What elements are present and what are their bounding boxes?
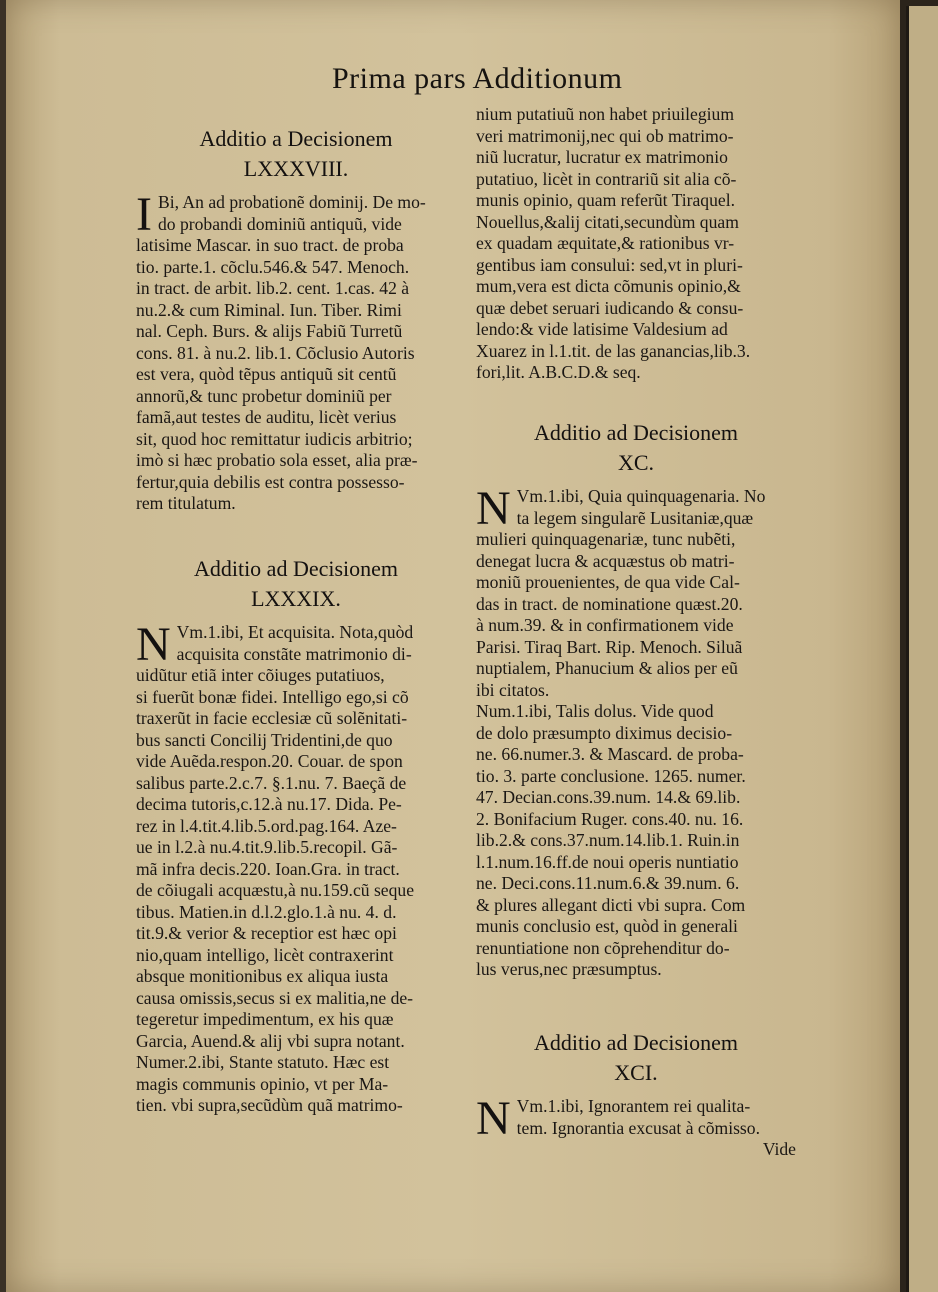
text-line: decima tutoris,c.12.à nu.17. Dida. Pe- bbox=[136, 794, 402, 814]
text-line: moniũ prouenientes, de qua vide Cal- bbox=[476, 572, 740, 592]
text-line: 2. Bonifacium Ruger. cons.40. nu. 16. bbox=[476, 808, 744, 829]
text-line: ex quadam æquitate,& rationibus vr- bbox=[476, 233, 735, 253]
text-line: ue in l.2.à nu.4.tit.9.lib.5.recopil. Gã- bbox=[136, 837, 398, 857]
text-line: latisime Mascar. in suo tract. de proba bbox=[136, 235, 404, 255]
text-line: Vm.1.ibi, Ignorantem rei qualita- bbox=[516, 1096, 751, 1116]
text-line: fori,lit. A.B.C.D.& seq. bbox=[476, 362, 641, 382]
text-line: à num.39. & in confirmationem vide bbox=[476, 615, 734, 635]
heading-number: XC. bbox=[617, 450, 655, 475]
text-line: salibus parte.2.c.7. §.1.nu. 7. Baeçã de bbox=[136, 772, 407, 793]
text-line: das in tract. de nominatione quæst.20. bbox=[476, 593, 743, 614]
text-line: mã infra decis.220. Ioan.Gra. in tract. bbox=[136, 858, 400, 879]
section-heading bbox=[136, 554, 456, 614]
text-line: tem. Ignorantia excusat à cõmisso. bbox=[516, 1117, 760, 1138]
text-line: lus verus,nec præsumptus. bbox=[476, 959, 662, 979]
heading-text: Additio a Decisionem bbox=[199, 126, 393, 151]
text-line: munis opinio, quam referũt Tiraquel. bbox=[476, 190, 735, 210]
text-line: tio. parte.1. cõclu.546.& 547. Menoch. bbox=[136, 256, 410, 277]
text-line: ne. 66.numer.3. & Mascard. de proba- bbox=[476, 744, 744, 764]
section-heading bbox=[136, 124, 456, 184]
adjacent-page-edge bbox=[906, 6, 938, 1292]
continued-paragraph bbox=[476, 104, 796, 384]
text-line: 47. Decian.cons.39.num. 14.& 69.lib. bbox=[476, 787, 741, 807]
text-line: tit.9.& verior & receptior est hæc opi bbox=[136, 923, 397, 943]
catchword: Vide bbox=[762, 1139, 796, 1159]
text-line: Xuarez in l.1.tit. de las ganancias,lib.3. bbox=[476, 340, 751, 361]
heading-number: XCI. bbox=[614, 1060, 658, 1085]
text-line: vide Auẽda.respon.20. Couar. de spon bbox=[136, 751, 403, 771]
text-line: Nouellus,&alij citati,secundùm quam bbox=[476, 211, 739, 232]
page bbox=[6, 0, 900, 1292]
text-line: bus sancti Concilij Tridentini,de quo bbox=[136, 729, 393, 750]
paragraph bbox=[136, 618, 456, 1117]
text-line: lib.2.& cons.37.num.14.lib.1. Ruin.in bbox=[476, 830, 740, 850]
text-line: Vm.1.ibi, Et acquisita. Nota,quòd bbox=[176, 622, 414, 642]
text-line: annorũ,& tunc probetur dominiũ per bbox=[136, 385, 392, 406]
text-line: est vera, quòd tẽpus antiquũ sit centũ bbox=[136, 364, 397, 384]
heading-number: LXXXIX. bbox=[251, 586, 341, 611]
text-line: magis communis opinio, vt per Ma- bbox=[136, 1073, 389, 1094]
text-line: nium putatiuũ non habet priuilegium bbox=[476, 104, 735, 124]
text-line: nu.2.& cum Riminal. Iun. Tiber. Rimi bbox=[136, 299, 402, 320]
text-line: munis conclusio est, quòd in generali bbox=[476, 916, 738, 936]
heading-text: Additio ad Decisionem bbox=[193, 556, 399, 581]
text-line: tio. 3. parte conclusione. 1265. numer. bbox=[476, 765, 746, 786]
text-line: nio,quam intelligo, licèt contraxerint bbox=[136, 944, 394, 965]
text-line: l.1.num.16.ff.de noui operis nuntiatio bbox=[476, 851, 739, 872]
text-line: tegeretur impedimentum, ex his quæ bbox=[136, 1009, 394, 1029]
drop-capital: N bbox=[476, 482, 511, 535]
text-line: famã,aut testes de auditu, licèt verius bbox=[136, 407, 397, 427]
drop-capital: N bbox=[136, 618, 171, 671]
text-line: causa omissis,secus si ex malitia,ne de- bbox=[136, 987, 414, 1008]
paragraph bbox=[136, 188, 456, 515]
text-line: in tract. de arbit. lib.2. cent. 1.cas. 42 à bbox=[136, 278, 410, 298]
text-line: de cõiugali acquæstu,à nu.159.cũ seque bbox=[136, 880, 415, 900]
text-line: imò si hæc probatio sola esset, alia præ- bbox=[136, 450, 418, 470]
text-line: Garcia, Auend.& alij vbi supra notant. bbox=[136, 1030, 405, 1051]
text-line: acquisita constãte matrimonio di- bbox=[176, 643, 412, 664]
text-line: cons. 81. à nu.2. lib.1. Cõclusio Autoris bbox=[136, 342, 415, 363]
text-line: niũ lucratur, lucratur ex matrimonio bbox=[476, 147, 728, 167]
text-line: renuntiatione non cõprehenditur do- bbox=[476, 937, 730, 958]
drop-capital: N bbox=[476, 1092, 511, 1145]
text-line: veri matrimonij,nec qui ob matrimo- bbox=[476, 125, 734, 146]
text-line: si fuerũt bonæ fidei. Intelligo ego,si cõ bbox=[136, 686, 409, 707]
text-line: uidũtur etiã inter cõiuges putatiuos, bbox=[136, 665, 385, 685]
text-line: putatiuo, licèt in contrariũ sit alia cõ- bbox=[476, 168, 737, 189]
text-line: & plures allegant dicti vbi supra. Com bbox=[476, 894, 746, 915]
text-line: rem titulatum. bbox=[136, 493, 236, 513]
text-line: de dolo præsumpto diximus decisio- bbox=[476, 722, 733, 743]
text-line: tien. vbi supra,secũdùm quã matrimo- bbox=[136, 1095, 403, 1115]
heading-text: Additio ad Decisionem bbox=[533, 1030, 739, 1055]
text-line: nal. Ceph. Burs. & alijs Fabiũ Turretũ bbox=[136, 321, 403, 341]
text-line: fertur,quia debilis est contra possesso- bbox=[136, 471, 405, 492]
section-heading bbox=[476, 418, 796, 478]
text-line: denegat lucra & acquæstus ob matri- bbox=[476, 550, 735, 571]
text-line: Bi, An ad probationẽ dominij. De mo- bbox=[157, 192, 426, 212]
text-line: mulieri quinquagenariæ, tunc nubẽti, bbox=[476, 529, 736, 549]
section-heading bbox=[476, 1028, 796, 1088]
heading-number: LXXXVIII. bbox=[243, 156, 349, 181]
text-line: lendo:& vide latisime Valdesium ad bbox=[476, 319, 728, 339]
text-line: tibus. Matien.in d.l.2.glo.1.à nu. 4. d. bbox=[136, 901, 397, 922]
text-line: quæ debet seruari iudicando & consu- bbox=[476, 297, 744, 318]
text-line: Num.1.ibi, Talis dolus. Vide quod bbox=[476, 701, 714, 721]
running-head: Prima pars Additionum bbox=[332, 62, 623, 95]
heading-text: Additio ad Decisionem bbox=[533, 420, 739, 445]
text-line: Numer.2.ibi, Stante statuto. Hæc est bbox=[136, 1052, 390, 1072]
paragraph bbox=[476, 482, 796, 981]
text-line: traxerũt in facie ecclesiæ cũ solẽnitati- bbox=[136, 708, 408, 728]
text-line: Parisi. Tiraq Bart. Rip. Menoch. Siluã bbox=[476, 636, 743, 657]
text-line: absque monitionibus ex aliqua iusta bbox=[136, 966, 389, 986]
text-line: nuptialem, Phanucium & alios per eũ bbox=[476, 658, 738, 678]
text-line: do probandi dominiũ antiquũ, vide bbox=[157, 213, 402, 234]
text-line: gentibus iam consului: sed,vt in pluri- bbox=[476, 254, 743, 275]
text-line: ne. Deci.cons.11.num.6.& 39.num. 6. bbox=[476, 873, 740, 893]
text-line: Vm.1.ibi, Quia quinquagenaria. No bbox=[516, 486, 766, 506]
text-line: ibi citatos. bbox=[476, 679, 550, 700]
drop-capital: I bbox=[136, 188, 152, 241]
text-line: ta legem singularẽ Lusitaniæ,quæ bbox=[516, 507, 754, 528]
paragraph bbox=[476, 1092, 796, 1161]
text-line: mum,vera est dicta cõmunis opinio,& bbox=[476, 276, 741, 296]
text-line: sit, quod hoc remittatur iudicis arbitrio; bbox=[136, 428, 413, 449]
text-line: rez in l.4.tit.4.lib.5.ord.pag.164. Aze- bbox=[136, 815, 397, 836]
